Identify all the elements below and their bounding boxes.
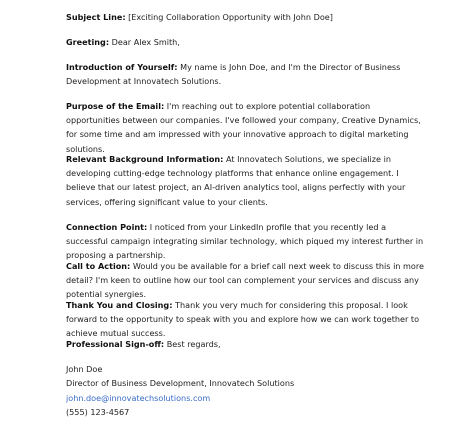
signature-phone: (555) 123-4567 <box>66 407 130 417</box>
introduction-label: Introduction of Yourself: <box>66 62 178 72</box>
background-text: At Innovatech Solutions, we specialize in developing cutting-edge technology platforms that enhance online engagement. I believe that our latest project, an AI-driven analytics tool, aligns perfectly with your services, offering significant value to your clients. <box>66 154 406 207</box>
call-to-action-paragraph <box>66 259 426 302</box>
signoff-line <box>66 337 426 351</box>
closing-label: Thank You and Closing: <box>66 300 173 310</box>
greeting-label: Greeting: <box>66 37 110 47</box>
subject-text: [Exciting Collaboration Opportunity with John Doe] <box>125 12 333 22</box>
background-label: Relevant Background Information: <box>66 154 224 164</box>
signoff-text: Best regards, <box>164 339 221 349</box>
introduction-paragraph <box>66 60 426 88</box>
greeting <box>66 35 426 49</box>
signature-title: Director of Business Development, Innovatech Solutions <box>66 378 295 388</box>
connection-label: Connection Point: <box>66 222 148 232</box>
call-to-action-text: Would you be available for a brief call next week to discuss this in more detail? I'm keen to outline how our tool can complement your services and discuss any potential synergies. <box>66 261 424 300</box>
subject-label: Subject Line: <box>66 12 126 22</box>
signature-email <box>66 391 210 405</box>
purpose-text: I'm reaching out to explore potential collaboration opportunities between our companies. I've followed your company, Creative Dynamics, for some time and am impressed with your innovative approach to digital marketing solutions. <box>66 101 421 154</box>
background-paragraph <box>66 152 426 209</box>
call-to-action-label: Call to Action: <box>66 261 131 271</box>
purpose-label: Purpose of the Email: <box>66 101 165 111</box>
purpose-paragraph <box>66 99 426 156</box>
signature-name: John Doe <box>66 364 103 374</box>
greeting-text: Dear Alex Smith, <box>109 37 180 47</box>
closing-text: Thank you very much for considering this proposal. I look forward to the opportunity to speak with you and explore how we can work together to achieve mutual success. <box>66 300 420 339</box>
email-link[interactable]: john.doe@innovatechsolutions.com <box>66 393 211 403</box>
connection-text: I noticed from your LinkedIn profile that you recently led a successful campaign integrating similar technology, which piqued my interest further in proposing a partnership. <box>66 222 424 261</box>
signoff-label: Professional Sign-off: <box>66 339 165 349</box>
closing-paragraph <box>66 298 426 341</box>
subject-line <box>66 10 426 24</box>
connection-paragraph <box>66 220 426 263</box>
introduction-text: My name is John Doe, and I'm the Director of Business Development at Innovatech Solutions. <box>66 62 401 87</box>
